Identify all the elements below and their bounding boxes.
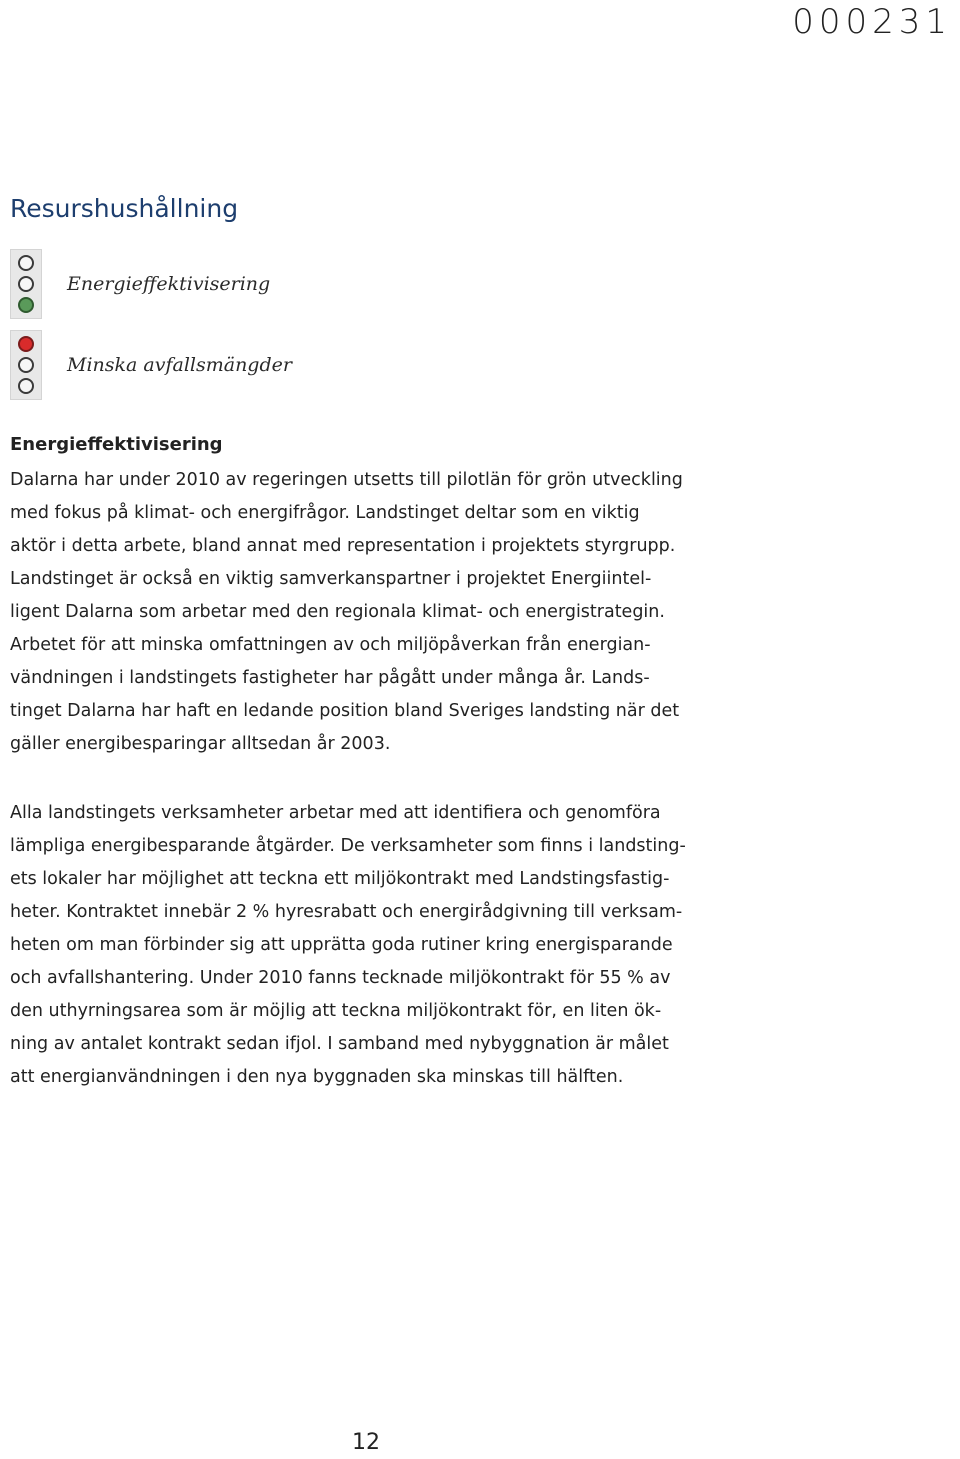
- page-number: 12: [352, 1430, 380, 1455]
- paragraph-line: ligent Dalarna som arbetar med den regionala klimat- och energistrategin.: [10, 602, 665, 622]
- traffic-light-red-lamp: [18, 255, 34, 271]
- traffic-light-green-lamp: [18, 297, 34, 313]
- traffic-light-yellow-lamp: [18, 276, 34, 292]
- indicator-minska-avfallsmangder: [10, 327, 292, 403]
- section-heading: Energieffektivisering: [10, 434, 223, 455]
- indicator-label: Energieffektivisering: [67, 273, 271, 295]
- paragraph-line: heten om man förbinder sig att upprätta goda rutiner kring energisparande: [10, 935, 673, 955]
- paragraph-line: Alla landstingets verksamheter arbetar med att identifiera och genomföra: [10, 803, 661, 823]
- document-number: 000231: [792, 2, 952, 42]
- paragraph-line: heter. Kontraktet innebär 2 % hyresrabatt och energirådgivning till verksam-: [10, 902, 683, 922]
- paragraph-line: Arbetet för att minska omfattningen av och miljöpåverkan från energian-: [10, 635, 651, 655]
- paragraph-line: att energianvändningen i den nya byggnaden ska minskas till hälften.: [10, 1067, 624, 1087]
- paragraph-line: Landstinget är också en viktig samverkanspartner i projektet Energiintel-: [10, 569, 652, 589]
- page-title: Resurshushållning: [10, 194, 239, 223]
- paragraph-2: [10, 797, 750, 1094]
- paragraph-line: vändningen i landstingets fastigheter har pågått under många år. Lands-: [10, 668, 650, 688]
- paragraph-line: ets lokaler har möjlighet att teckna ett miljökontrakt med Landstingsfastig-: [10, 869, 670, 889]
- traffic-light-icon: [10, 330, 42, 400]
- traffic-light-yellow-lamp: [18, 357, 34, 373]
- traffic-light-red-lamp: [18, 336, 34, 352]
- paragraph-line: lämpliga energibesparande åtgärder. De verksamheter som finns i landsting-: [10, 836, 686, 856]
- paragraph-line: aktör i detta arbete, bland annat med representation i projektets styrgrupp.: [10, 536, 676, 556]
- paragraph-line: gäller energibesparingar alltsedan år 2003.: [10, 734, 391, 754]
- paragraph-line: och avfallshantering. Under 2010 fanns tecknade miljökontrakt för 55 % av: [10, 968, 671, 988]
- indicator-label: Minska avfallsmängder: [67, 354, 292, 376]
- paragraph-line: den uthyrningsarea som är möjlig att teckna miljökontrakt för, en liten ök-: [10, 1001, 662, 1021]
- traffic-light-icon: [10, 249, 42, 319]
- traffic-light-green-lamp: [18, 378, 34, 394]
- paragraph-line: med fokus på klimat- och energifrågor. Landstinget deltar som en viktig: [10, 503, 640, 523]
- indicator-energieffektivisering: [10, 246, 270, 322]
- paragraph-line: tinget Dalarna har haft en ledande position bland Sveriges landsting när det: [10, 701, 680, 721]
- paragraph-1: [10, 464, 750, 761]
- paragraph-line: Dalarna har under 2010 av regeringen utsetts till pilotlän för grön utveckling: [10, 470, 683, 490]
- paragraph-line: ning av antalet kontrakt sedan ifjol. I samband med nybyggnation är målet: [10, 1034, 669, 1054]
